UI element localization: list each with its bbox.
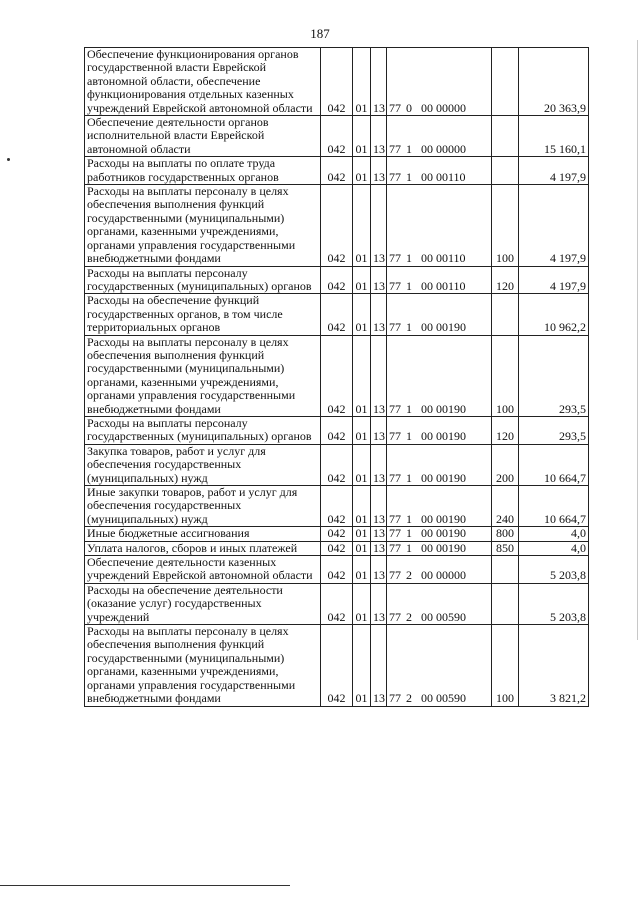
- code-pr: 13: [371, 486, 387, 527]
- code-vr: [492, 583, 519, 624]
- table-row: [85, 625, 589, 706]
- code-target-main: 00: [421, 251, 433, 266]
- code-target: [387, 556, 492, 584]
- expense-name: Расходы на выплаты персоналу государственных (муниципальных) органов: [85, 266, 321, 294]
- code-pr: 13: [371, 416, 387, 444]
- code-gr: 042: [321, 416, 353, 444]
- code-target-direction: 00190: [436, 401, 466, 416]
- code-target-program: 77: [389, 691, 401, 706]
- code-target-sub: 1: [406, 251, 412, 266]
- code-rz: 01: [353, 294, 371, 335]
- code-target: [387, 157, 492, 185]
- code-target-main: 00: [421, 100, 433, 115]
- table-row: [85, 157, 589, 185]
- code-vr: [492, 556, 519, 584]
- table-row: [85, 583, 589, 624]
- code-gr: 042: [321, 541, 353, 555]
- code-target-sub: 1: [406, 169, 412, 184]
- code-target-sub: 1: [406, 401, 412, 416]
- code-target-direction: 00190: [436, 526, 466, 541]
- code-gr: 042: [321, 48, 353, 116]
- code-target-program: 77: [389, 320, 401, 335]
- code-pr: 13: [371, 48, 387, 116]
- table-row: [85, 416, 589, 444]
- code-vr: [492, 157, 519, 185]
- code-target-program: 77: [389, 429, 401, 444]
- code-pr: 13: [371, 266, 387, 294]
- code-target: [387, 527, 492, 541]
- code-target-sub: 2: [406, 691, 412, 706]
- table-row: [85, 527, 589, 541]
- amount: 293,5: [519, 416, 589, 444]
- code-target: [387, 541, 492, 555]
- code-target-program: 77: [389, 609, 401, 624]
- table-row: [85, 116, 589, 157]
- code-target-program: 77: [389, 541, 401, 555]
- code-target: [387, 625, 492, 706]
- code-target-program: 77: [389, 100, 401, 115]
- code-vr: 800: [492, 527, 519, 541]
- code-target: [387, 416, 492, 444]
- budget-table: [84, 47, 589, 707]
- table-row: [85, 541, 589, 555]
- amount: 10 962,2: [519, 294, 589, 335]
- expense-name: Расходы на выплаты по оплате труда работников государственных органов: [85, 157, 321, 185]
- code-target-main: 00: [421, 568, 433, 583]
- code-pr: 13: [371, 541, 387, 555]
- code-pr: 13: [371, 444, 387, 485]
- code-target-program: 77: [389, 141, 401, 156]
- expense-name: Расходы на обеспечение деятельности (оказание услуг) государственных учреждений: [85, 583, 321, 624]
- code-gr: 042: [321, 116, 353, 157]
- code-target-direction: 00190: [436, 511, 466, 526]
- expense-name: Закупка товаров, работ и услуг для обеспечения государственных (муниципальных) нужд: [85, 444, 321, 485]
- expense-name: Обеспечение функционирования органов государственной власти Еврейской автономной области, обеспечение функционирования отдельных казенных учреждений Еврейской автономной области: [85, 48, 321, 116]
- code-target: [387, 266, 492, 294]
- budget-table-body: [85, 48, 589, 707]
- amount: 10 664,7: [519, 486, 589, 527]
- code-target-program: 77: [389, 526, 401, 541]
- code-gr: 042: [321, 583, 353, 624]
- table-row: [85, 444, 589, 485]
- amount: 4,0: [519, 541, 589, 555]
- code-target-sub: 1: [406, 511, 412, 526]
- code-target-main: 00: [421, 278, 433, 293]
- amount: 5 203,8: [519, 583, 589, 624]
- table-row: [85, 556, 589, 584]
- code-target-main: 00: [421, 141, 433, 156]
- code-rz: 01: [353, 185, 371, 266]
- code-pr: 13: [371, 625, 387, 706]
- code-vr: 120: [492, 266, 519, 294]
- code-target-main: 00: [421, 470, 433, 485]
- page-number: 187: [310, 26, 330, 41]
- code-target-program: 77: [389, 251, 401, 266]
- code-target-direction: 00590: [436, 691, 466, 706]
- code-target: [387, 48, 492, 116]
- expense-name: Уплата налогов, сборов и иных платежей: [85, 541, 321, 555]
- code-target-direction: 00590: [436, 609, 466, 624]
- code-target-direction: 00000: [436, 141, 466, 156]
- code-rz: 01: [353, 157, 371, 185]
- code-rz: 01: [353, 541, 371, 555]
- code-target-sub: 1: [406, 470, 412, 485]
- code-vr: 240: [492, 486, 519, 527]
- table-row: [85, 48, 589, 116]
- code-target-direction: 00110: [436, 169, 466, 184]
- code-target-main: 00: [421, 401, 433, 416]
- code-rz: 01: [353, 583, 371, 624]
- code-rz: 01: [353, 625, 371, 706]
- code-target-main: 00: [421, 691, 433, 706]
- code-target-direction: 00190: [436, 541, 466, 555]
- amount: 4 197,9: [519, 185, 589, 266]
- code-pr: 13: [371, 556, 387, 584]
- amount: 20 363,9: [519, 48, 589, 116]
- code-target-main: 00: [421, 429, 433, 444]
- table-row: [85, 294, 589, 335]
- code-vr: 100: [492, 625, 519, 706]
- code-gr: 042: [321, 185, 353, 266]
- code-target-main: 00: [421, 169, 433, 184]
- table-row: [85, 486, 589, 527]
- code-target: [387, 583, 492, 624]
- code-target-sub: 0: [406, 100, 412, 115]
- code-vr: 200: [492, 444, 519, 485]
- expense-name: Иные бюджетные ассигнования: [85, 527, 321, 541]
- expense-name: Обеспечение деятельности казенных учреждений Еврейской автономной области: [85, 556, 321, 584]
- table-row: [85, 335, 589, 416]
- code-target-sub: 1: [406, 526, 412, 541]
- bottom-rule: [0, 885, 290, 886]
- code-target-sub: 1: [406, 278, 412, 293]
- code-rz: 01: [353, 335, 371, 416]
- code-target-sub: 2: [406, 609, 412, 624]
- amount: 5 203,8: [519, 556, 589, 584]
- code-vr: [492, 294, 519, 335]
- code-target-direction: 00110: [436, 251, 466, 266]
- code-target-direction: 00000: [436, 100, 466, 115]
- code-rz: 01: [353, 266, 371, 294]
- code-target-sub: 2: [406, 568, 412, 583]
- table-row: [85, 185, 589, 266]
- code-target-program: 77: [389, 470, 401, 485]
- code-pr: 13: [371, 116, 387, 157]
- code-pr: 13: [371, 157, 387, 185]
- code-target-sub: 1: [406, 320, 412, 335]
- code-pr: 13: [371, 527, 387, 541]
- code-target-main: 00: [421, 511, 433, 526]
- code-target: [387, 116, 492, 157]
- code-rz: 01: [353, 444, 371, 485]
- code-target-main: 00: [421, 526, 433, 541]
- code-target-direction: 00190: [436, 470, 466, 485]
- code-target-program: 77: [389, 568, 401, 583]
- expense-name: Обеспечение деятельности органов исполнительной власти Еврейской автономной области: [85, 116, 321, 157]
- code-target: [387, 185, 492, 266]
- code-target: [387, 486, 492, 527]
- code-rz: 01: [353, 527, 371, 541]
- code-rz: 01: [353, 116, 371, 157]
- code-rz: 01: [353, 416, 371, 444]
- code-target-direction: 00110: [436, 278, 466, 293]
- code-target-program: 77: [389, 169, 401, 184]
- code-gr: 042: [321, 527, 353, 541]
- code-target-direction: 00190: [436, 320, 466, 335]
- expense-name: Расходы на выплаты персоналу в целях обеспечения выполнения функций государственными (муниципальными) органами, казенными учреждениями, органами управления государственными внебюджетными фондами: [85, 625, 321, 706]
- code-target-main: 00: [421, 541, 433, 555]
- code-vr: 850: [492, 541, 519, 555]
- code-pr: 13: [371, 335, 387, 416]
- amount: 15 160,1: [519, 116, 589, 157]
- code-target-program: 77: [389, 401, 401, 416]
- amount: 4 197,9: [519, 266, 589, 294]
- code-target: [387, 294, 492, 335]
- code-gr: 042: [321, 335, 353, 416]
- code-target-direction: 00190: [436, 429, 466, 444]
- code-gr: 042: [321, 444, 353, 485]
- expense-name: Расходы на обеспечение функций государственных органов, в том числе территориальных органов: [85, 294, 321, 335]
- code-gr: 042: [321, 556, 353, 584]
- code-rz: 01: [353, 556, 371, 584]
- code-target-direction: 00000: [436, 568, 466, 583]
- code-gr: 042: [321, 266, 353, 294]
- code-vr: 100: [492, 185, 519, 266]
- code-rz: 01: [353, 486, 371, 527]
- code-pr: 13: [371, 583, 387, 624]
- amount: 4 197,9: [519, 157, 589, 185]
- scan-edge-shadow: [637, 40, 638, 640]
- code-vr: 120: [492, 416, 519, 444]
- amount: 4,0: [519, 527, 589, 541]
- code-gr: 042: [321, 486, 353, 527]
- code-target-program: 77: [389, 511, 401, 526]
- amount: 293,5: [519, 335, 589, 416]
- code-target-program: 77: [389, 278, 401, 293]
- code-target-sub: 1: [406, 141, 412, 156]
- code-target-sub: 1: [406, 541, 412, 555]
- expense-name: Расходы на выплаты персоналу в целях обеспечения выполнения функций государственными (муниципальными) органами, казенными учреждениями, органами управления государственными внебюджетными фондами: [85, 185, 321, 266]
- code-pr: 13: [371, 294, 387, 335]
- expense-name: Расходы на выплаты персоналу государственных (муниципальных) органов: [85, 416, 321, 444]
- code-target-main: 00: [421, 609, 433, 624]
- code-target: [387, 444, 492, 485]
- expense-name: Иные закупки товаров, работ и услуг для обеспечения государственных (муниципальных) нужд: [85, 486, 321, 527]
- code-target-main: 00: [421, 320, 433, 335]
- expense-name: Расходы на выплаты персоналу в целях обеспечения выполнения функций государственными (муниципальными) органами, казенными учреждениями, органами управления государственными внебюджетными фондами: [85, 335, 321, 416]
- scan-speck: [7, 158, 10, 161]
- amount: 3 821,2: [519, 625, 589, 706]
- amount: 10 664,7: [519, 444, 589, 485]
- table-row: [85, 266, 589, 294]
- code-vr: [492, 116, 519, 157]
- code-gr: 042: [321, 294, 353, 335]
- code-vr: [492, 48, 519, 116]
- code-gr: 042: [321, 157, 353, 185]
- code-gr: 042: [321, 625, 353, 706]
- code-pr: 13: [371, 185, 387, 266]
- code-target-sub: 1: [406, 429, 412, 444]
- code-target: [387, 335, 492, 416]
- code-vr: 100: [492, 335, 519, 416]
- code-rz: 01: [353, 48, 371, 116]
